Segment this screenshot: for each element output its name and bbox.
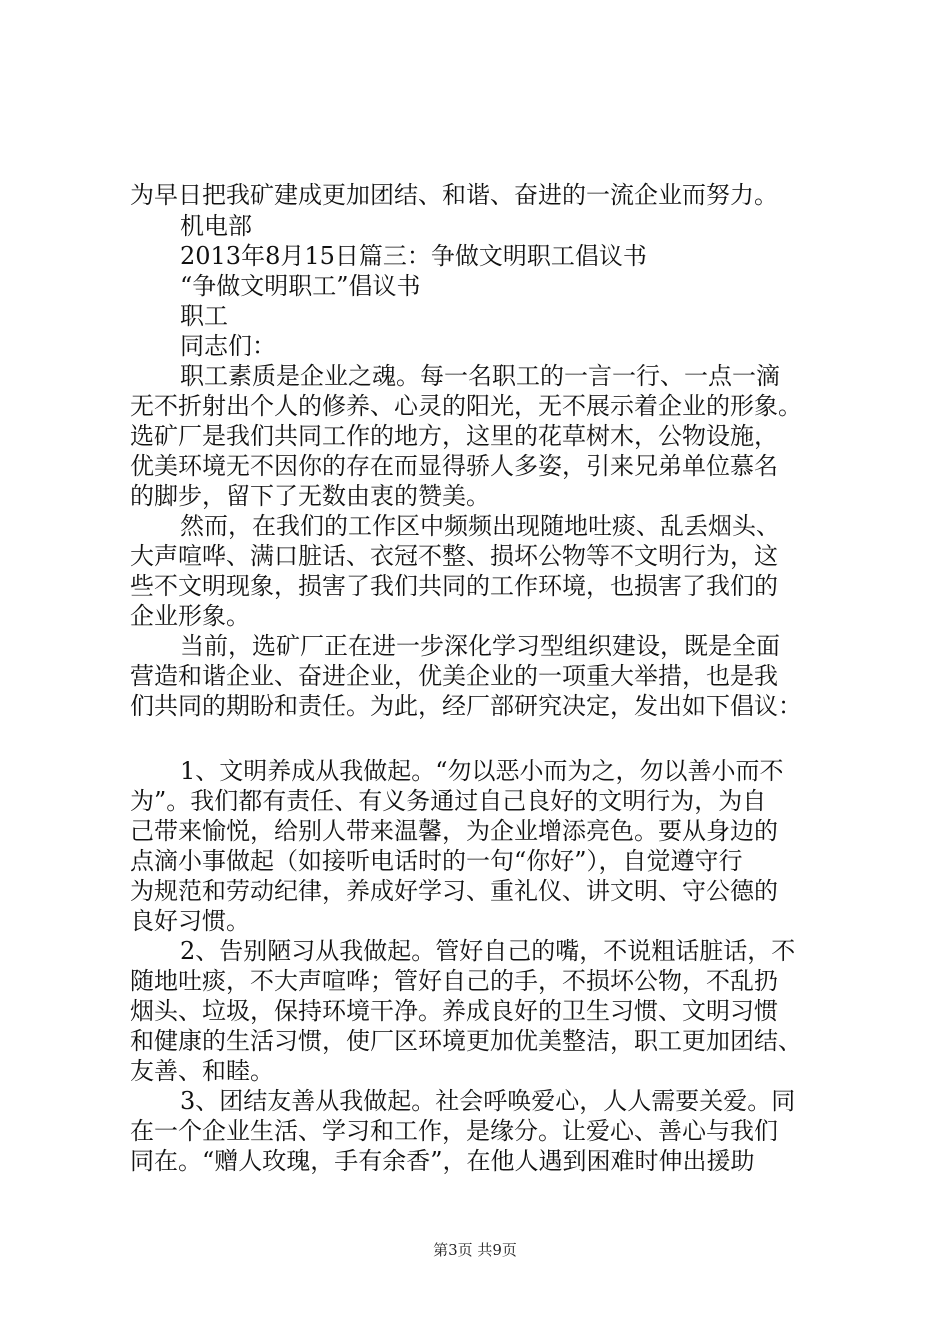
text-line: 大声喧哗、满口脏话、衣冠不整、损坏公物等不文明行为，这: [130, 542, 778, 570]
text-line: 们共同的期盼和责任。为此，经厂部研究决定，发出如下倡议：: [130, 692, 802, 720]
text-line: 良好习惯。: [130, 907, 250, 935]
text-line: 企业形象。: [130, 602, 250, 630]
text-line: 2、告别陋习从我做起。管好自己的嘴，不说粗话脏话，不: [180, 937, 796, 965]
text-line: 1、文明养成从我做起。“勿以恶小而为之，勿以善小而不: [180, 757, 784, 785]
text-line: 选矿厂是我们共同工作的地方，这里的花草树木，公物设施，: [130, 422, 778, 450]
text-line: 为规范和劳动纪律，养成好学习、重礼仪、讲文明、守公德的: [130, 877, 778, 905]
text-line: 和健康的生活习惯，使厂区环境更加优美整洁，职工更加团结、: [130, 1027, 802, 1055]
text-line: 为早日把我矿建成更加团结、和谐、奋进的一流企业而努力。: [130, 181, 778, 209]
text-line: 些不文明现象，损害了我们共同的工作环境，也损害了我们的: [130, 572, 778, 600]
text-line: 然而，在我们的工作区中频频出现随地吐痰、乱丢烟头、: [180, 512, 780, 540]
text-line: 职工: [180, 302, 228, 330]
text-line: 机电部: [180, 212, 252, 240]
text-line: 3、团结友善从我做起。社会呼唤爱心，人人需要关爱。同: [180, 1087, 796, 1115]
text-line: 点滴小事做起（如接听电话时的一句“你好”），自觉遵守行: [130, 847, 743, 875]
text-line: 友善、和睦。: [130, 1057, 274, 1085]
text-line: 营造和谐企业、奋进企业，优美企业的一项重大举措，也是我: [130, 662, 778, 690]
text-line: 同在。“赠人玫瑰，手有余香”，在他人遇到困难时伸出援助: [130, 1147, 755, 1175]
text-line: 随地吐痰，不大声喧哗；管好自己的手，不损坏公物，不乱扔: [130, 967, 778, 995]
text-line: 的脚步，留下了无数由衷的赞美。: [130, 482, 490, 510]
text-line: 优美环境无不因你的存在而显得骄人多姿，引来兄弟单位慕名: [130, 452, 778, 480]
text-line: 2013年8月15日篇三：争做文明职工倡议书: [180, 242, 647, 270]
text-line: 当前，选矿厂正在进一步深化学习型组织建设，既是全面: [180, 632, 780, 660]
text-line: 在一个企业生活、学习和工作，是缘分。让爱心、善心与我们: [130, 1117, 778, 1145]
page-footer: 第3页 共9页: [433, 1241, 517, 1259]
text-line: 己带来愉悦，给别人带来温馨，为企业增添亮色。要从身边的: [130, 817, 778, 845]
text-line: 为”。我们都有责任、有义务通过自己良好的文明行为，为自: [130, 787, 767, 815]
text-line: 无不折射出个人的修养、心灵的阳光，无不展示着企业的形象。: [130, 392, 802, 420]
text-line: “争做文明职工”倡议书: [180, 272, 421, 300]
text-line: 职工素质是企业之魂。每一名职工的一言一行、一点一滴: [180, 362, 780, 390]
text-line: 烟头、垃圾，保持环境干净。养成良好的卫生习惯、文明习惯: [130, 997, 778, 1025]
text-line: 同志们：: [180, 332, 276, 360]
